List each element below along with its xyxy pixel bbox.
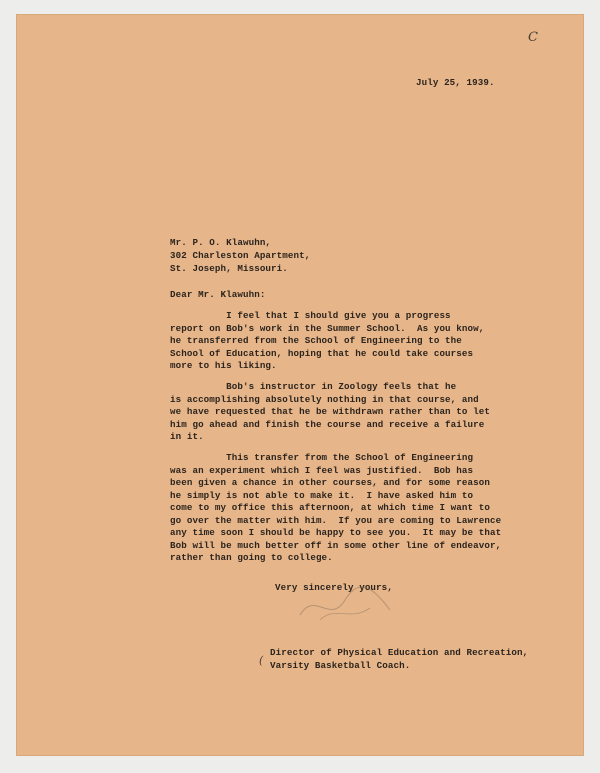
body-line: Bob's instructor in Zoology feels that he [170,381,457,392]
body-line: been given a chance in other courses, and for some reason [170,477,490,488]
pencil-mark: ( [259,654,264,667]
signature-title-line: Varsity Basketball Coach. [270,660,411,671]
file-mark: C [528,30,538,45]
body-line: any time soon I should be happy to see you. It may be that [170,527,502,538]
body-line: Bob will be much better off in some other line of endeavor, [170,539,502,551]
body-line: in it. [170,431,204,442]
body-line: I feel that I should give you a progress [170,310,451,321]
body-line: This transfer from the School of Engineering [170,452,474,463]
body-line: he simply is not able to make it. I have asked him to [170,489,474,501]
body-line: report on Bob's work in the Summer School. As you know, [170,322,485,334]
faint-signature-icon [290,580,410,630]
body-line: is accomplishing absolutely nothing in that course, and [170,393,479,405]
body-line: was an experiment which I feel was justified. Bob has [170,464,474,476]
body-line: School of Education, hoping that he could take courses [170,347,474,359]
body-line: we have requested that he be withdrawn rather than to let [170,406,490,417]
recipient-line: St. Joseph, Missouri. [170,263,288,274]
recipient-line: Mr. P. O. Klawuhn, [170,237,272,248]
body-line: rather than going to college. [170,552,333,563]
body-line: come to my office this afternoon, at which time I want to [170,502,490,513]
letter-date: July 25, 1939. [416,77,495,88]
body-line: more to his liking. [170,360,277,371]
body-line: go over the matter with him. If you are coming to Lawrence [170,514,502,526]
body-line: him go ahead and finish the course and receive a failure [170,418,485,430]
salutation: Dear Mr. Klawuhn: [170,289,266,300]
body-line: he transferred from the School of Engineering to the [170,335,462,346]
signature-title-line: Director of Physical Education and Recreation, [270,647,529,658]
recipient-line: 302 Charleston Apartment, [170,250,311,261]
closing: Very sincerely yours, [275,582,393,593]
